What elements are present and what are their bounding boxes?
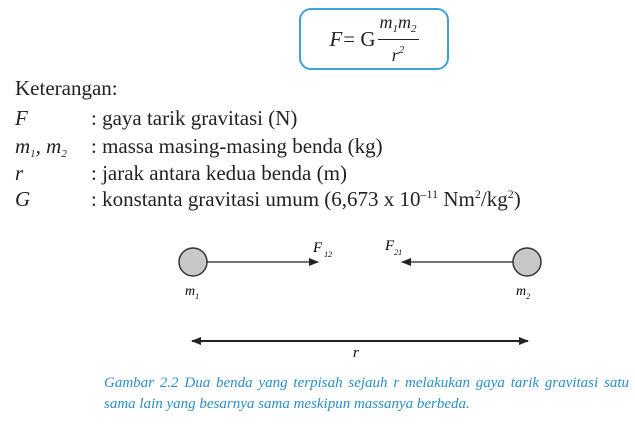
- def-symbol: [15, 134, 67, 160]
- den-r: r: [391, 45, 399, 65]
- figure-caption: Gambar 2.2 Dua benda yang terpisah sejauh r melakukan gaya tarik gravitasi satu sama lain yang besarnya sama meskipun massanya berbeda.: [104, 375, 629, 412]
- distance-label: r: [353, 345, 359, 361]
- def-symbol: F: [15, 106, 28, 130]
- def-desc: [91, 187, 521, 212]
- sym-m1-sub: 1: [30, 148, 36, 160]
- formula-eq: = G: [343, 26, 376, 51]
- num-m2-sub: 2: [411, 23, 417, 35]
- sym-m1: m: [15, 134, 31, 158]
- num-m1-sub: 1: [392, 23, 399, 35]
- desc-g-mid2: /kg: [480, 187, 508, 211]
- sym-m2-sub: 2: [61, 148, 67, 160]
- formula-numerator: [378, 13, 419, 40]
- def-desc: : massa masing-masing benda (kg): [91, 134, 383, 158]
- desc-g-exp2: 2: [474, 187, 481, 201]
- gravity-diagram: [0, 230, 635, 370]
- desc-g-mid: Nm: [438, 187, 475, 211]
- def-symbol: G: [15, 187, 31, 211]
- desc-g-exp3: 2: [507, 187, 514, 201]
- gravity-formula: [301, 10, 447, 68]
- desc-g-pre: : konstanta gravitasi umum (6,673 x 10: [91, 187, 421, 211]
- mass-1-sphere: [179, 248, 207, 276]
- sym-m2: , m: [35, 134, 62, 158]
- def-desc: : gaya tarik gravitasi (N): [91, 106, 298, 130]
- formula-denominator: [392, 40, 405, 65]
- mass-1-label: $m_1$: [185, 284, 200, 301]
- desc-g-post: ): [513, 187, 521, 211]
- formula-fraction: [378, 13, 419, 65]
- mass-2-label: $m_2$: [516, 284, 531, 301]
- desc-g-exp: –11: [420, 187, 439, 201]
- mass-2-sphere: [513, 248, 541, 276]
- formula-box: [299, 8, 449, 70]
- num-m1: m: [379, 12, 393, 32]
- def-symbol: r: [15, 161, 24, 185]
- def-desc: : jarak antara kedua benda (m): [91, 161, 347, 185]
- force-12-label: F $_{12}$: [313, 240, 333, 259]
- num-m2: m: [398, 12, 412, 32]
- force-21-label: $F_{21}$: [385, 238, 403, 257]
- den-sup: 2: [398, 44, 405, 56]
- keterangan-title: Keterangan:: [15, 76, 118, 100]
- formula-lhs: F: [329, 26, 343, 51]
